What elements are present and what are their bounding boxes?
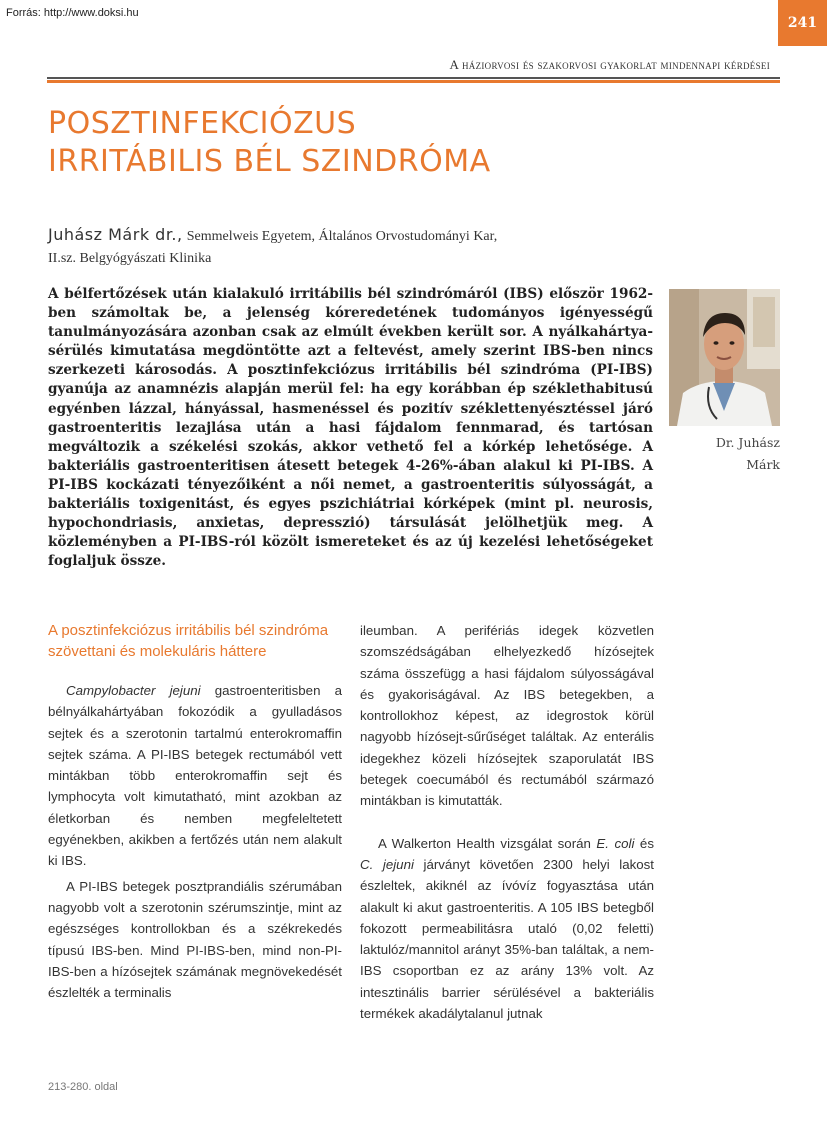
abstract: A bélfertőzések után kialakuló irritábilis bél szindrómáról (IBS) először 1962-ben számoltak be, a jelenség kóreredetének tudományos igényességű tanulmányozására azonban csak az elmúlt években került sor. A nyálkahártya-sérülés kimutatása megdöntötte azt a feltevést, amely szerint IBS-ben nincs szerkezeti károsodás. A posztinfekciózus irritábilis bél szindróma (PI-IBS) gyanúja az anamnézis alapján merül fel: ha egy korábban ép széklethabitusú egyénben lázzal, hányással, hasmenéssel és pozitív széklettenyésztéssel járó gastroenteritis lezajlása után a hasi fájdalom fennmarad, és tartósan megváltozik a székelési szokás, akkor vethető fel a kórkép lehetősége. A bakteriális gastroenteritisen átesett betegek 4-26%-ában alakul ki PI-IBS. A PI-IBS kockázati tényezőiként a női nemet, a gastroenteritis súlyosságát, a bakteriális toxigenitást, és egyes pszichiátriai kórképek (mint pl. neurosis, hypochondriasis, anxietas, depresszió) társulását jelölhetjük meg. A közleményben a PI-IBS-ról közölt ismereteket és az új kezelési lehetőségeket foglaljuk össze. bbox=[48, 286, 653, 570]
left-paragraph-1-text: gastroenteritisben a bélnyálkahártyában fokozódik a gyulladásos sejtek és a szerotonin tartalmú enterokromaffin sejtek száma. A PI-IBS betegek rectumából vett mintákban több enterokromaffin sejt és lymphocyta volt kimutatható, mint azokban az életkorban és nemben megfeleltetett egyénekben, akikben a fertőzés után nem alakult ki IBS. bbox=[48, 683, 343, 869]
ecoli-name: E. coli bbox=[596, 835, 635, 851]
header-rule-orange bbox=[47, 80, 780, 83]
affiliation-line-1: Semmelweis Egyetem, Általános Orvostudományi Kar, bbox=[186, 229, 498, 244]
source-url: Forrás: http://www.doksi.hu bbox=[6, 7, 139, 19]
affiliation-line-2: II.sz. Belgyógyászati Klinika bbox=[48, 251, 212, 266]
header-rule-dark bbox=[47, 77, 780, 79]
title-line-2: IRRITÁBILIS BÉL SZINDRÓMA bbox=[48, 144, 491, 179]
left-paragraph-1 bbox=[48, 680, 342, 872]
left-paragraph-2: A PI-IBS betegek posztprandiális szérumában nagyobb volt a szerotonin szérumszintje, mint az egészséges kontrollokban és a székrekedés típusú IBS-ben. Mind PI-IBS-ben, mind non-PI-IBS-ben a hízósejtek számának megnövekedését észlelték a terminalis bbox=[48, 878, 342, 1001]
author-name: Juhász Márk dr., bbox=[48, 225, 183, 244]
article-title bbox=[48, 105, 491, 181]
photo-caption bbox=[669, 432, 780, 476]
author-block bbox=[48, 224, 608, 270]
page-range-footer: 213-280. oldal bbox=[48, 1081, 118, 1093]
right-paragraph-2-part-a: A Walkerton Health vizsgálat során bbox=[378, 835, 597, 851]
photo-caption-line-2: Márk bbox=[746, 457, 780, 472]
right-paragraph-2-part-c: járványt követően 2300 helyi lakost észleltek, akiknél az ívóvíz fogyasztása után alakult ki akut gastroenteritis. A 105 IBS betegből fokozott permeabilitásra utaló (0,02 feletti) laktulóz/mannitol arányt 35%-ban találtak, a nem-IBS csoportban ez az arány 13% volt. Az intesztinális barrier sérülésével a bakteriális termékek akadálytalanul jutnak bbox=[360, 856, 654, 1022]
right-paragraph-2-part-b: és bbox=[634, 835, 654, 851]
section-heading: A posztinfekciózus irritábilis bél szindróma szövettani és molekuláris háttere bbox=[48, 622, 329, 660]
page-number-badge: 241 bbox=[778, 0, 827, 46]
organism-name: Campylobacter jejuni bbox=[66, 683, 201, 698]
title-line-1: POSZTINFEKCIÓZUS bbox=[48, 106, 357, 141]
photo-caption-line-1: Dr. Juhász bbox=[715, 435, 780, 450]
author-photo bbox=[669, 289, 780, 426]
right-paragraph-1: ileumban. A perifériás idegek közvetlen szomszédságában elhelyezkedő hízósejtek száma összefügg a hasi fájdalom súlyosságával és gyakoriságával. Az IBS betegekben, a kontrollokhoz képest, az idegrostok körül nagyobb hízósejt-sűrűséget találtak. Az enterális idegekhez közeli hízósejtek szaporulatát IBS betegek coecumából és rectumából származó mintákban is kimutatták. bbox=[360, 623, 654, 809]
right-paragraph-2 bbox=[360, 833, 654, 1025]
body-column-left bbox=[48, 620, 342, 1003]
cjejuni-name: C. jejuni bbox=[360, 856, 414, 872]
body-column-right bbox=[360, 620, 654, 1024]
section-header: A háziorvosi és szakorvosi gyakorlat mindennapi kérdései bbox=[449, 57, 770, 72]
